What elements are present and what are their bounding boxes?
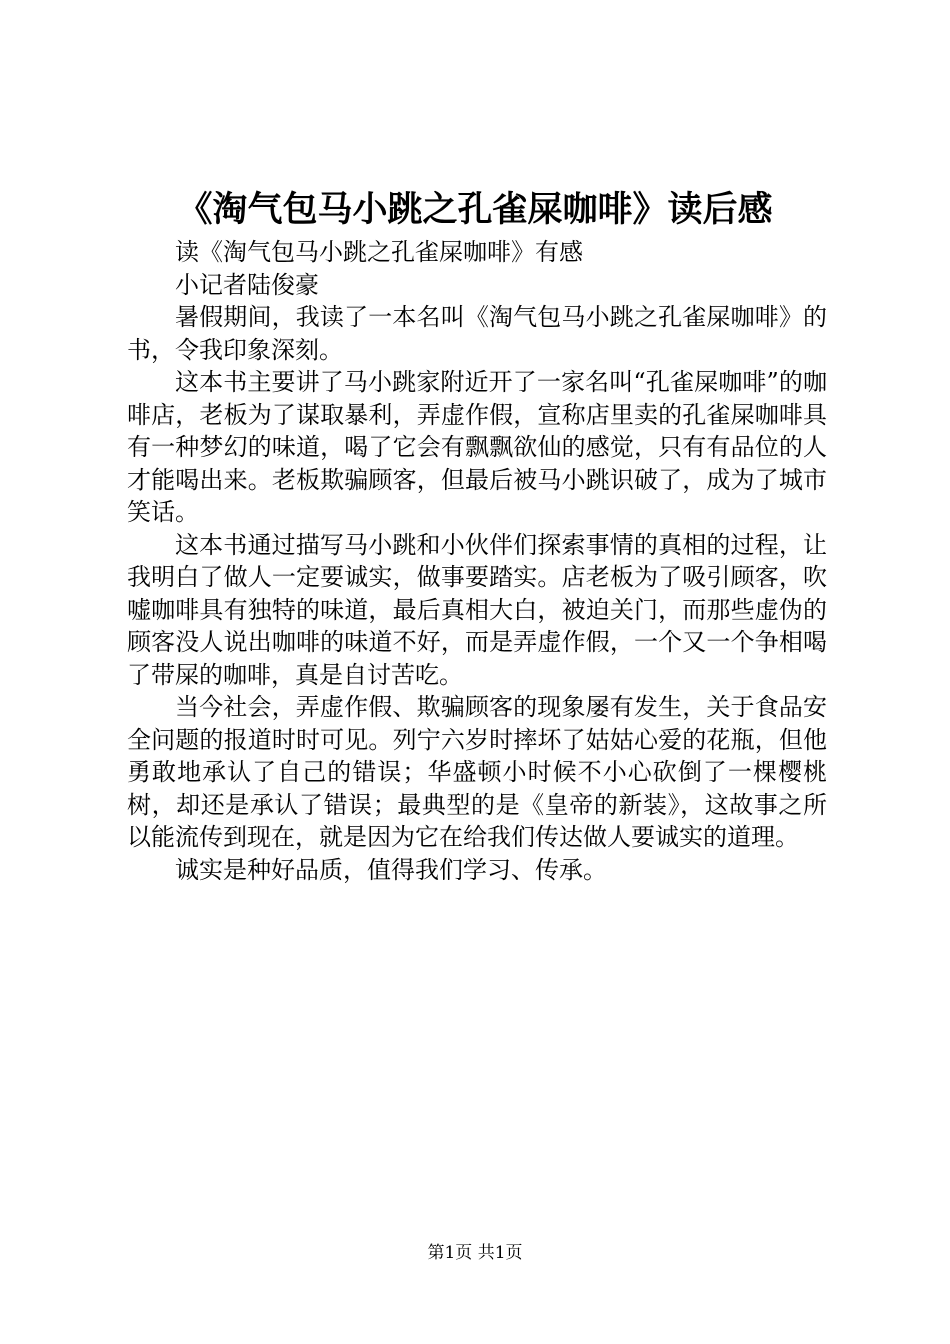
document-body bbox=[127, 236, 827, 886]
body-paragraph: 这本书通过描写马小跳和小伙伴们探索事情的真相的过程，让我明白了做人一定要诚实，做事要踏实。店老板为了吸引顾客，吹嘘咖啡具有独特的味道，最后真相大白，被迫关门，而那些虚伪的顾客没人说出咖啡的味道不好，而是弄虚作假，一个又一个争相喝了带屎的咖啡，真是自讨苦吃。 bbox=[127, 530, 827, 689]
body-paragraph: 这本书主要讲了马小跳家附近开了一家名叫“孔雀屎咖啡”的咖啡店，老板为了谋取暴利，弄虚作假，宣称店里卖的孔雀屎咖啡具有一种梦幻的味道，喝了它会有飘飘欲仙的感觉，只有有品位的人才能喝出来。老板欺骗顾客，但最后被马小跳识破了，成为了城市笑话。 bbox=[127, 368, 827, 526]
body-paragraph: 诚实是种好品质，值得我们学习、传承。 bbox=[175, 855, 607, 884]
page-footer: 第1页 共1页 bbox=[427, 1243, 523, 1263]
subtitle-line: 读《淘气包马小跳之孔雀屎咖啡》有感 bbox=[175, 238, 583, 266]
body-paragraph: 当今社会，弄虚作假、欺骗顾客的现象屡有发生，关于食品安全问题的报道时时可见。列宁六岁时摔坏了姑姑心爱的花瓶，但他勇敢地承认了自己的错误；华盛顿小时候不小心砍倒了一棵樱桃树，却还是承认了错误；最典型的是《皇帝的新装》，这故事之所以能流传到现在，就是因为它在给我们传达做人要诚实的道理。 bbox=[127, 693, 827, 851]
author-line: 小记者陆俊豪 bbox=[175, 270, 319, 299]
body-paragraph: 暑假期间，我读了一本名叫《淘气包马小跳之孔雀屎咖啡》的书，令我印象深刻。 bbox=[127, 303, 827, 364]
document-title: 《淘气包马小跳之孔雀屎咖啡》读后感 bbox=[177, 189, 773, 230]
